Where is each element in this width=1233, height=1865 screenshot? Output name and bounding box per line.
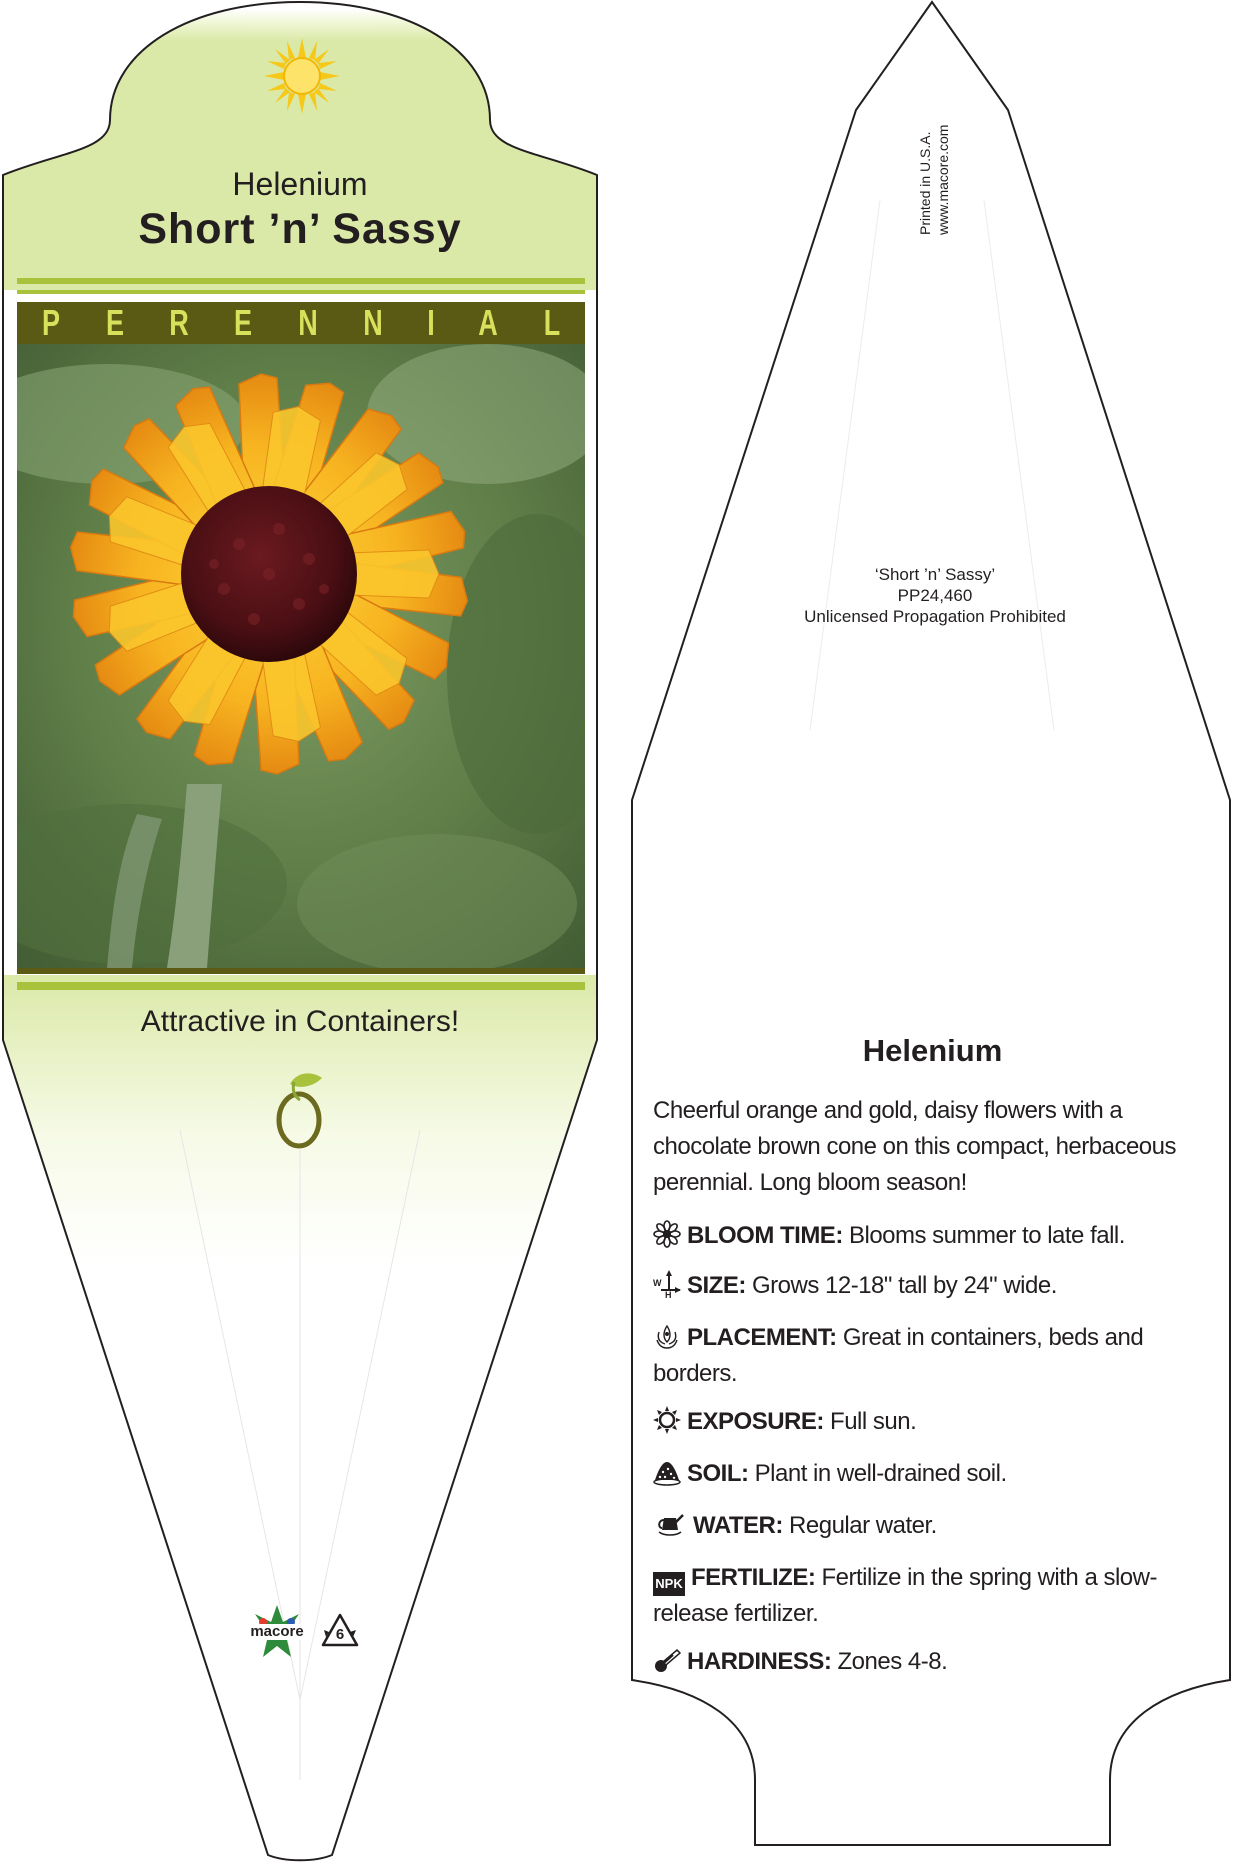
size-icon-w: W <box>653 1278 661 1288</box>
patent-plant-name: ‘Short ’n’ Sassy’ <box>874 565 996 584</box>
attr-label: FERTILIZE: <box>691 1564 816 1591</box>
flower-icon <box>653 1220 681 1248</box>
patent-number: PP24,460 <box>897 586 973 605</box>
container-icon <box>270 1068 330 1152</box>
category-letter: P <box>42 302 61 343</box>
patent-notice <box>760 564 1110 627</box>
category-letter: R <box>169 302 189 343</box>
attr-label: WATER: <box>693 1512 783 1539</box>
attr-bloom-time <box>653 1218 1223 1254</box>
attr-water <box>653 1508 1223 1544</box>
recycle-icon <box>320 1612 360 1648</box>
perennial-band <box>17 302 585 344</box>
attr-label: SOIL: <box>687 1460 749 1487</box>
attr-text: Great in containers, beds and borders. <box>653 1324 1144 1387</box>
sun-icon <box>262 36 342 116</box>
category-letter: E <box>105 302 124 343</box>
brand-name: macore <box>244 1624 310 1640</box>
attr-label: SIZE: <box>687 1272 746 1299</box>
sun-exposure-icon <box>653 1406 681 1434</box>
category-letter: N <box>298 302 318 343</box>
watering-can-icon <box>653 1510 687 1538</box>
npk-text: NPK <box>655 1576 683 1591</box>
size-icon <box>653 1270 681 1298</box>
npk-icon <box>653 1572 685 1596</box>
attr-label: BLOOM TIME: <box>687 1222 843 1249</box>
attr-label: HARDINESS: <box>687 1648 832 1675</box>
category-letter: E <box>234 302 253 343</box>
top-accent-line-2 <box>17 290 585 294</box>
printed-line-1: Printed in U.S.A. <box>917 131 933 235</box>
attr-soil <box>653 1456 1223 1492</box>
placement-icon <box>653 1322 681 1350</box>
top-accent-line <box>17 278 585 284</box>
front-tagline: Attractive in Containers! <box>140 1005 460 1038</box>
bottom-dark-line <box>17 968 585 974</box>
attr-text: Plant in well-drained soil. <box>754 1460 1007 1487</box>
front-cultivar-name: Short ’n’ Sassy <box>138 205 462 253</box>
printed-line-2: www.macore.com <box>935 124 951 235</box>
attr-placement <box>653 1320 1223 1392</box>
back-title: Helenium <box>862 1033 1003 1068</box>
category-letter: N <box>363 302 384 343</box>
recycle-code: 6 <box>335 1626 345 1643</box>
patent-notice-text: Unlicensed Propagation Prohibited <box>804 607 1066 626</box>
attr-label: EXPOSURE: <box>687 1408 824 1435</box>
attr-exposure <box>653 1404 1223 1440</box>
category-letter: I <box>427 302 435 343</box>
attr-text: Full sun. <box>830 1408 917 1435</box>
attr-size <box>653 1268 1223 1304</box>
attr-text: Zones 4-8. <box>837 1648 948 1675</box>
flower-photo <box>17 344 585 968</box>
macore-logo <box>244 1604 310 1662</box>
attr-text: Grows 12-18" tall by 24" wide. <box>752 1272 1057 1299</box>
category-letter: A <box>478 302 499 343</box>
attr-label: PLACEMENT: <box>687 1324 837 1351</box>
category-letter: L <box>543 302 561 343</box>
attr-text: Regular water. <box>789 1512 937 1539</box>
size-icon-h: H <box>665 1290 671 1300</box>
bottom-accent-line <box>17 982 585 990</box>
attr-hardiness <box>653 1644 1223 1680</box>
attr-text: Fertilize in the spring with a slow-release fertilizer. <box>653 1564 1157 1627</box>
thermometer-icon <box>653 1646 681 1674</box>
soil-icon <box>653 1458 681 1486</box>
front-genus-name: Helenium <box>232 166 368 202</box>
attr-text: Blooms summer to late fall. <box>848 1222 1125 1249</box>
printed-in-usa <box>916 125 952 235</box>
plant-description: Cheerful orange and gold, daisy flowers with a chocolate brown cone on this compact, herbaceous perennial. Long bloom season! <box>653 1097 1176 1196</box>
attr-fertilize <box>653 1560 1223 1632</box>
